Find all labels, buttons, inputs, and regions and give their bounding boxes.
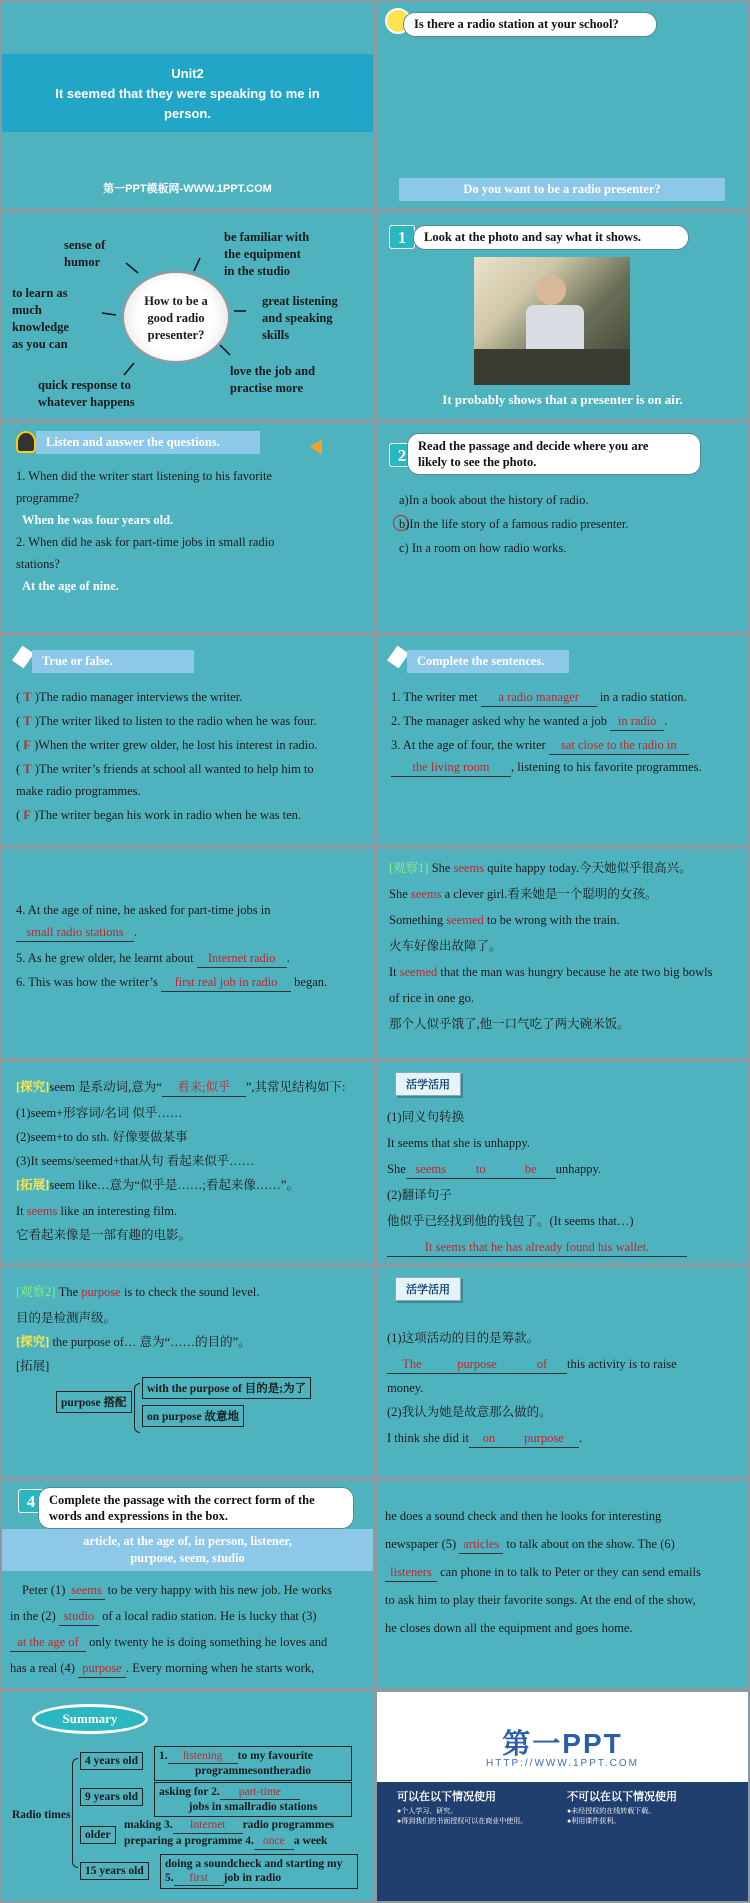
example-line: 那个人似乎饿了,他一口气吃了两大碗米饭。 <box>389 1017 630 1031</box>
unit-label: Unit2 <box>171 66 204 81</box>
summary-detail: making 3. Internet radio programmes preparing a programme 4. once a week <box>124 1818 334 1850</box>
practice-line: (2)我认为她是故意那么做的。 <box>387 1405 552 1419</box>
activity-number: 1 <box>389 225 415 249</box>
summary-age: 9 years old <box>80 1788 143 1806</box>
extend-tag: [拓展] <box>16 1359 50 1373</box>
passage-line: he closes down all the equipment and goes home. <box>385 1621 633 1635</box>
website-label: 第一PPT模板网-WWW.1PPT.COM <box>103 183 272 195</box>
slide-read[interactable] <box>377 423 748 632</box>
photo-answer: It probably shows that a presenter is on air. <box>442 392 683 407</box>
sentence: 5. As he grew older, he learnt about Internet radio . <box>16 949 290 968</box>
option-c[interactable]: c) In a room on how radio works. <box>399 541 567 555</box>
practice-line: It seems that she is unhappy. <box>387 1136 530 1150</box>
lead-in-prompt: Do you want to be a radio presenter? <box>399 178 725 201</box>
section-header: True or false. <box>32 650 194 673</box>
cannot-use-heading: 不可以在以下情况使用 <box>567 1791 677 1803</box>
radio-presenter-photo <box>474 257 630 385</box>
practice-line: The purpose of this activity is to raise <box>387 1355 677 1374</box>
example-line: [观察1] She seems quite happy today.今天她似乎很高兴。 <box>389 861 692 875</box>
logo-text: 第一PPT <box>502 1728 623 1759</box>
passage-line: has a real (4) purpose . Every morning when he starts work, <box>10 1659 314 1678</box>
example-line: She seems a clever girl.看来她是一个聪明的女孩。 <box>389 887 658 901</box>
slide-true-false[interactable] <box>2 636 373 845</box>
option-a[interactable]: a)In a book about the history of radio. <box>399 493 589 507</box>
passage-line: in the (2) studio of a local radio station. He is lucky that (3) <box>10 1607 317 1626</box>
word-box: article, at the age of, in person, listener, purpose, seem, studio <box>2 1529 373 1571</box>
slide-lead-in[interactable] <box>377 2 748 209</box>
practice-line: She seems to be unhappy. <box>387 1160 601 1179</box>
sentence: 2. The manager asked why he wanted a job in radio . <box>391 712 667 731</box>
explore-line: (1)seem+形容词/名词 似乎…… <box>16 1106 183 1120</box>
practice-line: It seems that he has already found his wallet. <box>387 1238 687 1257</box>
slide-footer-ad[interactable] <box>377 1692 748 1901</box>
practice-line: (2)翻译句子 <box>387 1188 452 1202</box>
can-use-sub: ●个人学习、研究。 ●得到我们的书面授权可以在商业中使用。 <box>397 1807 528 1825</box>
slide-explore-seem[interactable] <box>2 1062 373 1263</box>
slide-mindmap[interactable] <box>2 213 373 419</box>
tf-item: ( F )When the writer grew older, he lost his interest in radio. <box>16 738 318 752</box>
sentence: 1. The writer met a radio manager in a radio station. <box>391 688 687 707</box>
purpose-label: purpose 搭配 <box>56 1391 132 1413</box>
answer-text: At the age of nine. <box>22 579 119 593</box>
slide-photo[interactable] <box>377 213 748 419</box>
brace <box>72 1758 78 1868</box>
headphones-icon <box>16 431 36 453</box>
sentence: 4. At the age of nine, he asked for part-time jobs in <box>16 903 271 917</box>
summary-detail: asking for 2. part-time jobs in smallradio stations <box>154 1782 352 1817</box>
answer-text: When he was four years old. <box>22 513 174 527</box>
question-text: 2. When did he ask for part-time jobs in small radio <box>16 535 275 549</box>
pencil-icon <box>12 646 34 669</box>
practice-line: I think she did it on purpose . <box>387 1429 582 1448</box>
title-line: person. <box>164 106 211 121</box>
slide-passage[interactable] <box>2 1481 373 1688</box>
mindmap-arrows <box>2 213 373 419</box>
explore-line: (2)seem+to do sth. 好像要做某事 <box>16 1130 188 1144</box>
sentence: 6. This was how the writer’s first real job in radio began. <box>16 973 327 992</box>
passage-line: listeners can phone in to talk to Peter or they can send emails <box>385 1563 701 1582</box>
title-banner <box>2 54 373 132</box>
sentence: the living room , listening to his favorite programmes. <box>391 758 702 777</box>
activity-number: 4 <box>18 1489 44 1513</box>
explore-line: 它看起来像是一部有趣的电影。 <box>16 1228 192 1242</box>
mindmap-item: great listening and speaking skills <box>262 294 338 342</box>
option-b[interactable]: b)In the life story of a famous radio presenter. <box>399 517 629 531</box>
summary-root: Radio times <box>12 1809 71 1821</box>
speaker-icon[interactable] <box>310 439 322 455</box>
slide-listen[interactable] <box>2 423 373 632</box>
summary-age: older <box>80 1826 116 1844</box>
tf-item-cont: make radio programmes. <box>16 784 141 798</box>
explore-line: (3)It seems/seemed+that从句 看起来似乎…… <box>16 1154 255 1168</box>
collocation-box: with the purpose of 目的是;为了 <box>142 1377 311 1399</box>
slide-practice-1[interactable] <box>377 1062 748 1263</box>
logo-url[interactable]: HTTP://WWW.1PPT.COM <box>486 1758 639 1769</box>
example-line: [观察2] The purpose is to check the sound level. <box>16 1285 260 1299</box>
slide-practice-2[interactable] <box>377 1267 748 1477</box>
activity-prompt: Read the passage and decide where you are likely to see the photo. <box>407 433 701 475</box>
question-text: 1. When did the writer start listening to his favorite <box>16 469 272 483</box>
tf-item: ( T )The radio manager interviews the writer. <box>16 690 243 704</box>
title-line: It seemed that they were speaking to me in <box>55 86 320 101</box>
mindmap-center: How to be a good radio presenter? <box>122 271 230 363</box>
passage-line: at the age of only twenty he is doing something he loves and <box>10 1633 327 1652</box>
practice-tag: 活学活用 <box>395 1277 461 1301</box>
example-line: It seemed that the man was hungry because he ate two big bowls <box>389 965 713 979</box>
practice-line: (1)同义句转换 <box>387 1110 465 1124</box>
brace <box>134 1383 140 1433</box>
cannot-use-sub: ●未经授权的在线转载下载。 ●利用课件获利。 <box>567 1807 656 1825</box>
question-text: stations? <box>16 557 60 571</box>
question-text: programme? <box>16 491 80 505</box>
summary-detail: doing a soundcheck and starting my 5. first job in radio <box>160 1854 358 1889</box>
explore-line: [拓展]seem like…意为“似乎是……;看起来像……”。 <box>16 1178 299 1192</box>
summary-age: 4 years old <box>80 1752 143 1770</box>
usage-panel <box>377 1782 748 1901</box>
example-line: Something seemed to be wrong with the train. <box>389 913 620 927</box>
activity-prompt: Complete the passage with the correct form of the words and expressions in the box. <box>38 1487 354 1529</box>
mindmap-item: sense of humor <box>64 238 106 269</box>
summary-age: 15 years old <box>80 1862 149 1880</box>
practice-line: money. <box>387 1381 424 1395</box>
slide-complete-cont[interactable] <box>2 849 373 1058</box>
slide-summary[interactable] <box>2 1692 373 1901</box>
example-line: of rice in one go. <box>389 991 475 1005</box>
sentence: 3. At the age of four, the writer sat close to the radio in <box>391 736 689 755</box>
practice-tag: 活学活用 <box>395 1072 461 1096</box>
tf-item: ( T )The writer liked to listen to the radio when he was four. <box>16 714 317 728</box>
passage-line: to ask him to play their favorite songs. At the end of the show, <box>385 1593 696 1607</box>
activity-prompt: Look at the photo and say what it shows. <box>413 225 689 250</box>
slide-complete[interactable] <box>377 636 748 845</box>
section-header: Listen and answer the questions. <box>36 431 260 454</box>
explore-line: It seems like an interesting film. <box>16 1204 178 1218</box>
slide-observe-2[interactable] <box>2 1267 373 1477</box>
tf-item: ( T )The writer’s friends at school all wanted to help him to <box>16 762 314 776</box>
section-header: Complete the sentences. <box>407 650 569 673</box>
slide-title[interactable] <box>2 2 373 209</box>
explore-line: [探究]seem 是系动词,意为“ 看来;似乎 ”,其常见结构如下: <box>16 1078 345 1097</box>
passage-line: Peter (1) seems to be very happy with his new job. He works <box>22 1581 332 1600</box>
activity-number: 2 <box>389 443 415 467</box>
passage-line: he does a sound check and then he looks for interesting <box>385 1509 662 1523</box>
sentence: small radio stations . <box>16 923 137 942</box>
tf-item: ( F )The writer began his work in radio when he was ten. <box>16 808 302 822</box>
lead-in-question: Is there a radio station at your school? <box>403 12 657 37</box>
practice-line: (1)这项活动的目的是筹款。 <box>387 1331 540 1345</box>
mindmap-item: love the job and practise more <box>230 364 316 395</box>
slide-observe-1[interactable] <box>377 849 748 1058</box>
practice-line: 他似乎已经找到他的钱包了。(It seems that…) <box>387 1214 634 1228</box>
mindmap-item: quick response to whatever happens <box>38 378 135 409</box>
can-use-heading: 可以在以下情况使用 <box>397 1791 496 1803</box>
example-line: [探究] the purpose of… 意为“……的目的”。 <box>16 1335 251 1349</box>
example-line: 火车好像出故障了。 <box>389 939 502 953</box>
summary-badge: Summary <box>32 1704 148 1734</box>
summary-detail: 1. listening to my favourite programmesontheradio <box>154 1746 352 1781</box>
collocation-box: on purpose 故意地 <box>142 1405 244 1427</box>
mindmap-item: be familiar with the equipment in the studio <box>224 230 310 278</box>
pencil-icon <box>387 646 409 669</box>
example-line: 目的是检测声级。 <box>16 1311 117 1325</box>
mindmap-item: to learn as much knowledge as you can <box>12 286 69 351</box>
passage-line: newspaper (5) articles to talk about on the show. The (6) <box>385 1535 675 1554</box>
slide-passage-cont[interactable] <box>377 1481 748 1688</box>
